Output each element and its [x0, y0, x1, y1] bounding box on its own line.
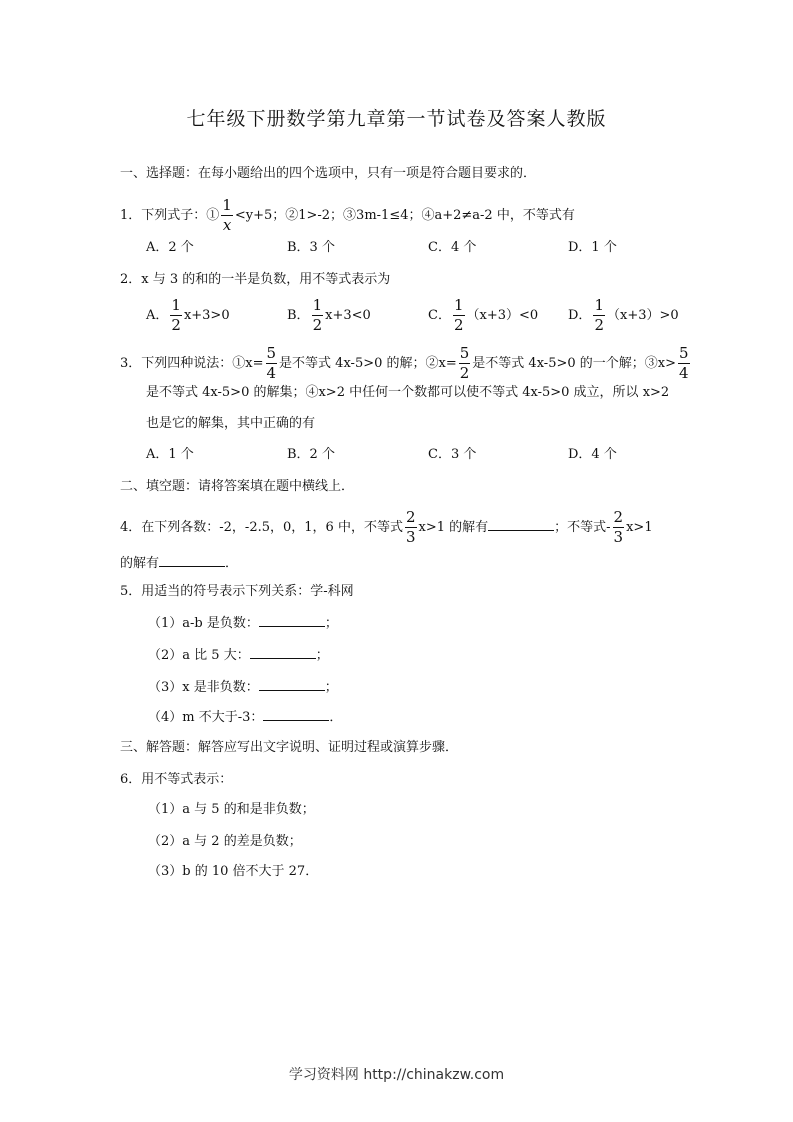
page-title: 七年级下册数学第九章第一节试卷及答案人教版: [186, 108, 607, 130]
q5-item-1: （1）a-b 是负数： ；: [148, 612, 338, 634]
question-1: [120, 198, 575, 233]
q3-option-d: D．4 个: [568, 447, 617, 462]
q1-option-b: B．3 个: [287, 240, 335, 255]
q5-answer-blank-4[interactable]: [263, 706, 329, 721]
question-3-line-3: 也是它的解集，其中正确的有: [146, 416, 316, 431]
q4-fraction-2: $\frac{2}{3}$: [613, 508, 624, 546]
q6-item-1: （1）a 与 5 的和是非负数；: [148, 802, 315, 817]
section-3-heading: 三、解答题：解答应写出文字说明、证明过程或演算步骤．: [120, 740, 459, 755]
q3-fraction-1: $\frac{5}{4}$: [266, 344, 277, 382]
question-6-stem: 6．用不等式表示：: [120, 772, 233, 787]
q1-prefix: 1．下列式子：①: [120, 208, 220, 223]
q2-option-b: B． $\frac{1}{2}$ x+3<0: [287, 296, 371, 334]
q3-option-c: C．3 个: [428, 447, 477, 462]
q5-answer-blank-3[interactable]: [259, 676, 325, 691]
question-3-line-2: 是不等式 4x-5>0 的解集；④x>2 中任何一个数都可以使不等式 4x-5>0 成立，所以 x>2: [146, 385, 670, 400]
q1-option-c: C．4 个: [428, 240, 477, 255]
page-footer-watermark: 学习资料网 http://chinakzw.com: [288, 1067, 505, 1083]
question-2-stem: 2．x 与 3 的和的一半是负数，用不等式表示为: [120, 272, 391, 287]
question-4-line-2: 的解有 ．: [120, 552, 238, 574]
q5-answer-blank-1[interactable]: [259, 612, 325, 627]
q5-item-4: （4）m 不大于-3： ．: [148, 706, 342, 728]
q5-item-2: （2）a 比 5 大： ；: [148, 644, 329, 666]
question-4-line-1: 4．在下列各数：-2，-2.5，0，1，6 中，不等式 $\frac{2}{3}$ x>1 的解有 ；不等式- $\frac{2}{3}$ x>1: [120, 508, 653, 546]
q4-fraction-1: $\frac{2}{3}$: [405, 508, 416, 546]
q1-fraction: $\frac{1}{x}$: [222, 196, 232, 234]
q5-answer-blank-2[interactable]: [250, 644, 316, 659]
q6-item-3: （3）b 的 10 倍不大于 27．: [148, 864, 319, 879]
q3-fraction-2: $\frac{5}{2}$: [459, 344, 470, 382]
q3-fraction-3: $\frac{5}{4}$: [679, 344, 689, 382]
question-3-line-1: 3．下列四种说法：①x= $\frac{5}{4}$ 是不等式 4x-5>0 的解；②x= $\frac{5}{2}$ 是不等式 4x-5>0 的一个解；③x> $\frac{5}{4}$: [120, 344, 689, 382]
q4-answer-blank-1[interactable]: [488, 516, 554, 531]
q2-b-fraction: $\frac{1}{2}$: [312, 296, 323, 334]
q1-option-a: A．2 个: [146, 240, 194, 255]
q5-item-3: （3）x 是非负数： ；: [148, 676, 338, 698]
q2-d-fraction: $\frac{1}{2}$: [594, 296, 604, 334]
q1-option-d: D．1 个: [568, 240, 617, 255]
q2-a-fraction: $\frac{1}{2}$: [171, 296, 181, 334]
q2-option-c: C． $\frac{1}{2}$ （x+3）<0: [428, 296, 539, 334]
q2-option-d: D． $\frac{1}{2}$ （x+3）>0: [568, 296, 679, 334]
q3-option-b: B．2 个: [287, 447, 335, 462]
q3-option-a: A．1 个: [146, 447, 194, 462]
q6-item-2: （2）a 与 2 的差是负数；: [148, 834, 302, 849]
question-5-stem: 5．用适当的符号表示下列关系：学-科网: [120, 584, 354, 599]
q2-option-a: A． $\frac{1}{2}$ x+3>0: [146, 296, 230, 334]
section-1-heading: 一、选择题：在每小题给出的四个选项中，只有一项是符合题目要求的．: [120, 166, 537, 181]
section-2-heading: 二、填空题：请将答案填在题中横线上．: [120, 479, 355, 494]
q2-c-fraction: $\frac{1}{2}$: [453, 296, 464, 334]
q4-answer-blank-2[interactable]: [159, 552, 225, 567]
q1-suffix: <y+5；②1>-2；③3m-1≤4；④a+2≠a-2 中，不等式有: [234, 208, 575, 223]
